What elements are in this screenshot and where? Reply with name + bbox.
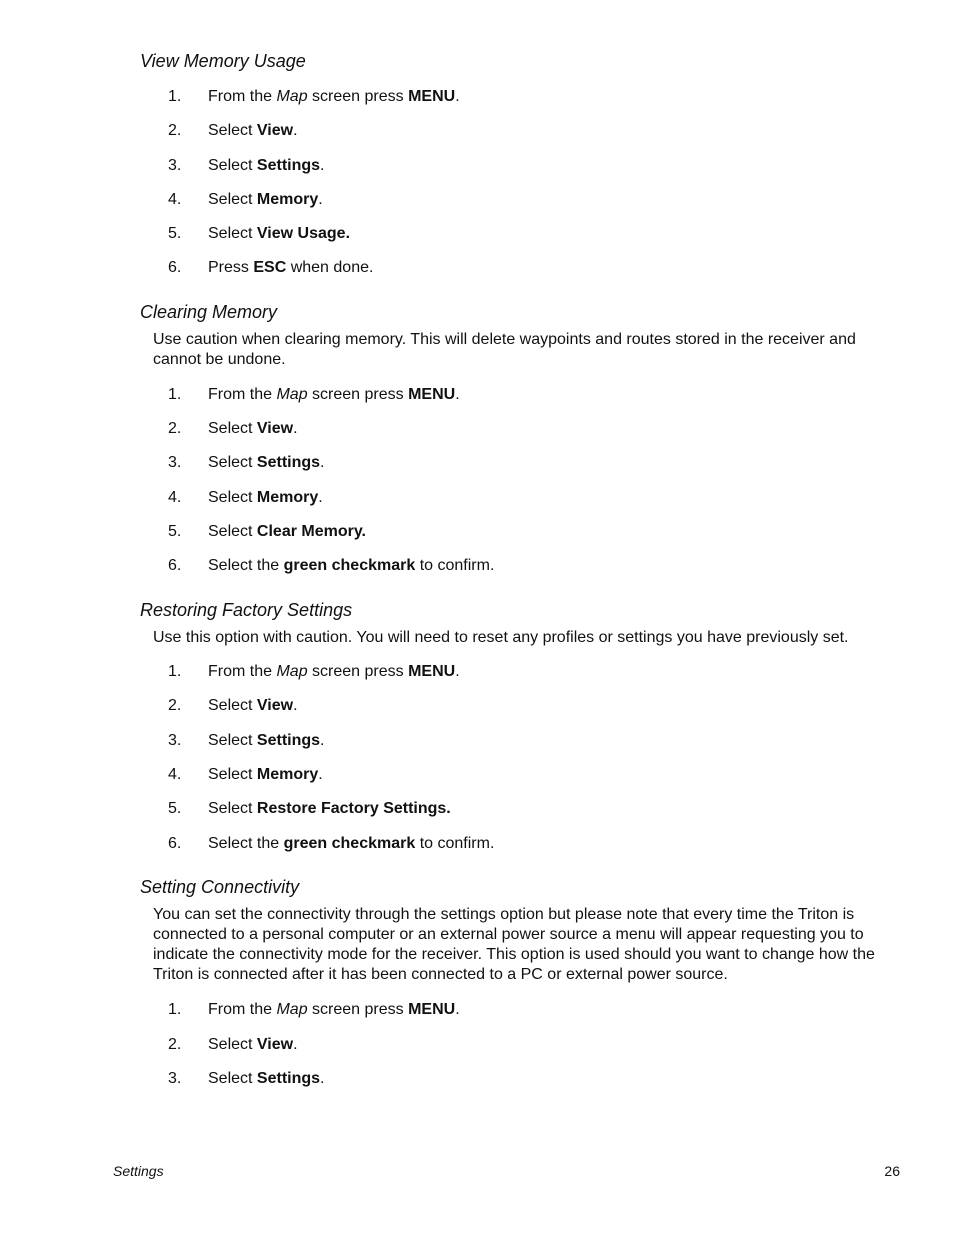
step-text — [208, 155, 325, 177]
step-text — [208, 1034, 298, 1056]
step-number: 3. — [168, 454, 182, 471]
italic-term: Map — [276, 386, 308, 403]
step-number: 1. — [168, 88, 182, 105]
step-text-run: screen press — [307, 1001, 409, 1018]
step-number: 6. — [168, 557, 182, 574]
step-text-run: . — [293, 420, 298, 437]
step-text — [208, 487, 323, 509]
bold-term: green checkmark — [283, 835, 416, 852]
step-text — [208, 695, 298, 717]
step-text-run: screen press — [307, 386, 409, 403]
step-text-run: Press — [208, 259, 254, 276]
step-text — [208, 833, 494, 855]
step-text-run: Select — [208, 732, 257, 749]
step-text-run: to confirm. — [415, 835, 495, 852]
step-text — [208, 798, 451, 820]
bold-term: MENU — [408, 663, 456, 680]
step-number: 3. — [168, 732, 182, 749]
step-text-run: . — [455, 663, 460, 680]
step-number: 4. — [168, 191, 182, 208]
step-text-run: to confirm. — [415, 557, 495, 574]
step-text — [208, 1068, 325, 1090]
step-number: 2. — [168, 697, 182, 714]
step-text-run: . — [320, 157, 325, 174]
step-text-run: . — [320, 732, 325, 749]
step-text-run: . — [455, 88, 460, 105]
footer-section-name: Settings — [113, 1163, 164, 1179]
step-number: 4. — [168, 766, 182, 783]
step-number: 1. — [168, 1001, 182, 1018]
bold-term: View — [256, 1036, 294, 1053]
step-text — [208, 86, 460, 108]
bold-term: Restore Factory Settings. — [256, 800, 451, 817]
section-paragraph: Use caution when clearing memory. This will delete waypoints and routes stored in the receiver and cannot be undone. — [153, 331, 856, 368]
bold-term: MENU — [408, 1001, 456, 1018]
step-text-run: screen press — [307, 88, 409, 105]
bold-term: View — [256, 122, 294, 139]
step-number: 5. — [168, 800, 182, 817]
step-text — [208, 257, 373, 279]
italic-term: Map — [276, 663, 308, 680]
step-text-run: From the — [208, 1001, 277, 1018]
step-text-run: . — [318, 489, 323, 506]
step-text-run: . — [293, 697, 298, 714]
step-text-run: Select — [208, 766, 257, 783]
step-text-run: From the — [208, 663, 277, 680]
bold-term: Settings — [256, 732, 321, 749]
section-heading: Restoring Factory Settings — [140, 600, 353, 620]
step-number: 3. — [168, 157, 182, 174]
step-number: 6. — [168, 835, 182, 852]
section-heading: Clearing Memory — [140, 302, 278, 322]
step-text — [208, 521, 366, 543]
bold-term: View — [256, 697, 294, 714]
step-text-run: when done. — [286, 259, 374, 276]
step-text — [208, 452, 325, 474]
section-paragraph: You can set the connectivity through the settings option but please note that every time the Triton is connected to a personal computer or an external power source a menu will appear requesting you to indicate the connectivity mode for the receiver. This option is used should you want to change how the Triton is connected after it has been connected to a PC or external power source. — [153, 906, 875, 983]
page-number: 26 — [884, 1163, 900, 1179]
step-text-run: Select — [208, 1036, 257, 1053]
step-text — [208, 223, 350, 245]
step-text-run: Select — [208, 523, 257, 540]
step-text-run: Select the — [208, 835, 284, 852]
bold-term: ESC — [253, 259, 287, 276]
step-text-run: Select — [208, 157, 257, 174]
step-number: 2. — [168, 1036, 182, 1053]
step-text — [208, 999, 460, 1021]
step-number: 6. — [168, 259, 182, 276]
step-text — [208, 661, 460, 683]
step-text-run: Select — [208, 191, 257, 208]
step-text — [208, 384, 460, 406]
step-text — [208, 189, 323, 211]
step-text-run: . — [293, 122, 298, 139]
step-text-run: . — [318, 766, 323, 783]
step-text-run: . — [318, 191, 323, 208]
section-heading: Setting Connectivity — [140, 877, 300, 897]
step-text-run: Select — [208, 454, 257, 471]
bold-term: Memory — [256, 489, 319, 506]
step-text — [208, 555, 494, 577]
step-text — [208, 418, 298, 440]
step-text-run: screen press — [307, 663, 409, 680]
bold-term: View Usage. — [256, 225, 351, 242]
step-number: 2. — [168, 122, 182, 139]
bold-term: green checkmark — [283, 557, 416, 574]
bold-term: Settings — [256, 157, 321, 174]
step-number: 5. — [168, 523, 182, 540]
italic-term: Map — [276, 88, 308, 105]
step-text-run: Select — [208, 225, 257, 242]
bold-term: MENU — [408, 386, 456, 403]
step-text — [208, 730, 325, 752]
bold-term: Settings — [256, 454, 321, 471]
step-number: 2. — [168, 420, 182, 437]
bold-term: Memory — [256, 191, 319, 208]
step-number: 3. — [168, 1070, 182, 1087]
step-text-run: . — [455, 386, 460, 403]
italic-term: Map — [276, 1001, 308, 1018]
step-number: 1. — [168, 663, 182, 680]
step-text-run: From the — [208, 386, 277, 403]
bold-term: Settings — [256, 1070, 321, 1087]
bold-term: Memory — [256, 766, 319, 783]
step-text-run: Select — [208, 697, 257, 714]
step-number: 5. — [168, 225, 182, 242]
step-text-run: From the — [208, 88, 277, 105]
step-text-run: Select — [208, 122, 257, 139]
section-paragraph: Use this option with caution. You will need to reset any profiles or settings you have previously set. — [153, 629, 849, 646]
step-text — [208, 120, 298, 142]
step-text-run: . — [293, 1036, 298, 1053]
step-text-run: Select — [208, 1070, 257, 1087]
bold-term: MENU — [408, 88, 456, 105]
step-number: 4. — [168, 489, 182, 506]
bold-term: Clear Memory. — [256, 523, 366, 540]
bold-term: View — [256, 420, 294, 437]
step-text — [208, 764, 323, 786]
step-number: 1. — [168, 386, 182, 403]
step-text-run: . — [455, 1001, 460, 1018]
step-text-run: . — [320, 454, 325, 471]
step-text-run: Select — [208, 420, 257, 437]
step-text-run: Select the — [208, 557, 284, 574]
step-text-run: Select — [208, 489, 257, 506]
section-heading: View Memory Usage — [140, 51, 306, 71]
step-text-run: . — [320, 1070, 325, 1087]
step-text-run: Select — [208, 800, 257, 817]
